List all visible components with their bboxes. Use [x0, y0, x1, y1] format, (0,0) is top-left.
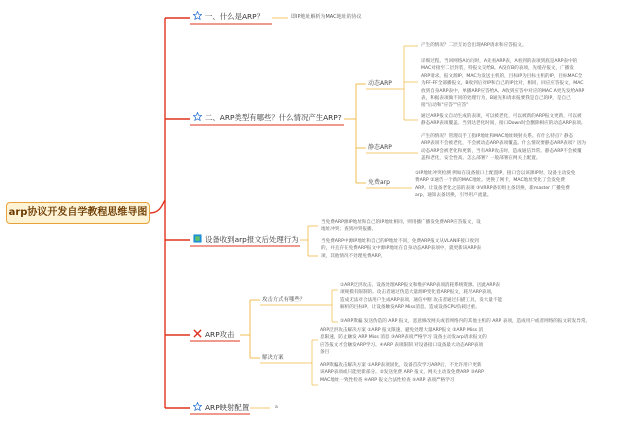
- device-behavior-same-ip: 当免费ARP源IP地址和自己的IP地址相同，则用播广播发免费ARP应答报文，设 地址冲突；查到冲突报播。: [321, 220, 481, 233]
- branch-device-behavior[interactable]: [193, 234, 299, 246]
- sub-attack-methods[interactable]: 攻击方式有哪些？: [262, 297, 306, 303]
- solution-flood: ARP泛洪攻击解决方案 ①ARP 报文限速，避免处理大量ARP报文 ②ARP Miss 消 息限速，防止触发 ARP Miss 消息 ③ARP表项严格学习 设备主动发arp请求报文的 应答报文才会触发ARP学习。④ARP 表项限制 对设备接口设备最大动态ARP表项 条目: [320, 328, 487, 356]
- star-icon: [193, 112, 202, 121]
- flag-icon: [193, 234, 202, 243]
- branch-label: ARP映射配置: [205, 403, 250, 412]
- sub-dynamic-arp[interactable]: 动态ARP: [368, 80, 392, 87]
- x-icon: [193, 329, 202, 338]
- star-icon: [193, 402, 202, 411]
- sub-solutions[interactable]: 解决方案: [262, 355, 284, 361]
- dynamic-arp-aging: 通过ARP报文自动生成的表项，可以被老化，可以被新的ARP报文更新，可以被 静态ARP表项覆盖。当到达老化时间，接口Down时会删除相应的动态ARP表项。: [421, 114, 586, 127]
- sub-static-arp[interactable]: 静态ARP: [368, 144, 392, 151]
- star-icon: [193, 11, 202, 20]
- static-arp-desc: 产生的情况？管理员手工指IP地址和MAC地址映射关系。有什么特点？静态 ARP表项不会被老化，不会被动态ARP表项覆盖。什么情况要静态ARP表项？因为 动态ARP会被老化和更新，当有ARP攻击时，造成通信异常。静态ARP不会被覆 盖和老化，安全性高。怎么部署？一般部署在网关上配置。: [421, 134, 587, 162]
- branch-arp-mapping-config[interactable]: [193, 402, 249, 414]
- dynamic-arp-when: 产生的情况？二层互访会出现ARP请求和应答报文。: [421, 43, 527, 48]
- attack-flood: ①ARP泛洪攻击。设备处理ARP报文和维护ARP表项消耗系统资源。因此ARP表 项规模有限制的。攻击者通过伪造大量源IP变化着ARP报文，耗尽ARP表项， 造成无法对合法用户生成ARP表项，通信中断 攻击者通过扫描工具，发大量不能 解析的目标IP，让设备触发ARP Miss消息，造成设备CPU负载过重。: [340, 283, 503, 311]
- attack-spoofing: ②ARP欺骗 发送伪造的 ARP 报文，恶意修改网关或者网络内的其他主机的 ARP 表项，造成用户或者网络的报文转发异常。: [340, 319, 591, 324]
- branch-what-is-arp[interactable]: [193, 11, 264, 23]
- branch-label: ARP攻击: [205, 330, 235, 339]
- gratuitous-arp-desc: ①IP地址冲突检测 例如在设备接口上配置IP，接口会以该源IP时，设备主动发免 费ARP ②通告一个新的MAC地址。更换了网卡，MAC地址变化了会发免费 ARP。让设备老化之前的表项 ③VRRP备切组主备切换，新master 广播免费 arp，通知去备切换，引导用户流量。: [415, 171, 576, 199]
- branch-label: 设备收到arp报文后处理行为: [205, 235, 299, 244]
- branch-label: 一、什么是ARP？: [205, 12, 264, 21]
- root-node[interactable]: arp协议开发自学教程思维导图: [6, 202, 150, 224]
- branch-what-is-arp-text: 即IP地址解析为MAC地址的协议: [291, 14, 362, 20]
- device-behavior-diff-ip: 当免费ARP中源IP地址和自己的IP地址不同，免费ARP报文从VLANIF接口收到 的，并且存在免费ARP报文中源IP地址在自身动态ARP表项中，就更新该ARP表 项，其他情况不处理免费ARP。: [321, 239, 482, 259]
- branch-arp-types[interactable]: [193, 112, 342, 124]
- arp-mapping-config-text: a: [275, 405, 278, 410]
- sub-gratuitous-arp[interactable]: 免费arp: [368, 179, 390, 186]
- dynamic-arp-process: 详细过程。当回网络A访问时，A先看ARP表，A看到的表项到底是ARP表中的 MAC对接至二层封装，特报文交给B。A没有B的表项，先缓存报文，广播发 ARP请求，报文源IP、MAC为发送主机的，目标IP为目标主机的IP，目标MAC全 为FF-FF全部播报文。B收到后对IP和自己的IP比对，相同，回应应答报文，MAC 放到自身ARP表中，单播ARP应答给A。A收到应答中对应的MAC A更先发给ARP 表，和据表项做不同的处理行为，B通先和请求报要我是自己的IP，是自己 接"后动和"应答""应答": [421, 59, 585, 109]
- branch-label: 二、ARP类型有哪些？什么情况产生ARP?: [205, 113, 342, 122]
- branch-arp-attack[interactable]: [193, 329, 234, 341]
- solution-spoofing: ARP欺骗攻击解决方案 ①ARP表项固化，设备首次学习ARP后，不允许用户更新 该ARP表项或只能更新部分。②发送免费 ARP 报文，网关主动发免费ARP ③ARP MAC地址一致性检查 ④ARP 报文合法性检查 ⑤ARP 表项严格学习: [320, 363, 484, 383]
